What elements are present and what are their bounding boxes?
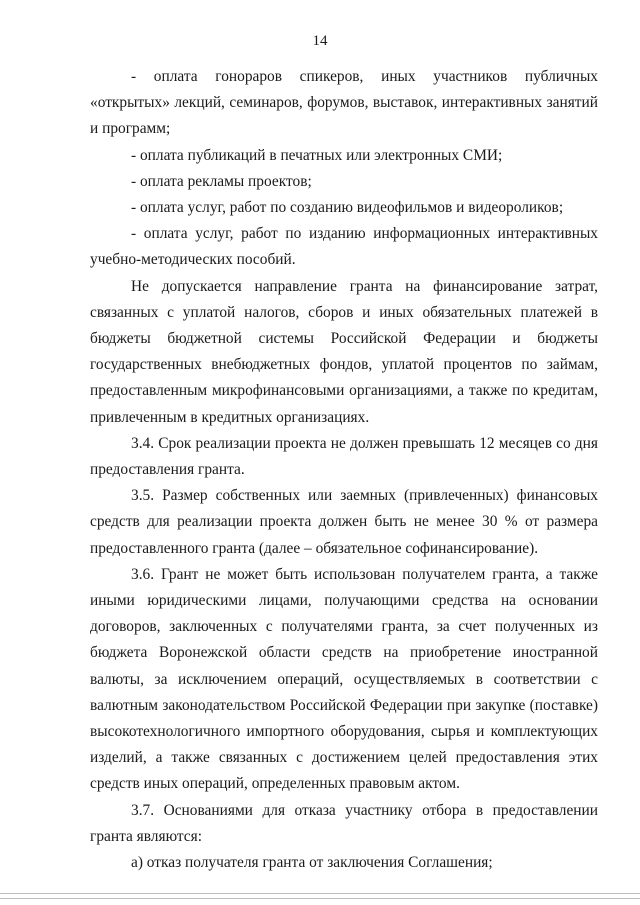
paragraph-3-5: 3.5. Размер собственных или заемных (привлеченных) финансовых средств для реализации проекта должен быть не менее 30 % от размера предоставленного гранта (далее – обязательное софинансирование). xyxy=(90,487,598,557)
paragraph-prohibited-expenses: Не допускается направление гранта на финансирование затрат, связанных с уплатой налогов, сборов и иных обязательных платежей в бюджеты бюджетной системы Российской Федерации и бюджеты государственных внебюджетных фондов, уплатой процентов по займам, предоставленным микрофинансовыми организациями, а также по кредитам, привлеченным в кредитных организациях. xyxy=(90,277,598,426)
paragraph-3-7: 3.7. Основаниями для отказа участнику отбора в предоставлении гранта являются: xyxy=(90,801,598,845)
paragraph-video-production: - оплата услуг, работ по созданию видеофильмов и видеороликов; xyxy=(131,199,564,217)
paragraph-media-publications: - оплата публикаций в печатных или электронных СМИ; xyxy=(131,146,503,164)
paragraph-methodical-manuals: - оплата услуг, работ по изданию информационных интерактивных учебно-методических пособий. xyxy=(90,225,598,269)
paragraph-3-6: 3.6. Грант не может быть использован получателем гранта, а также иными юридическими лицами, получающими средства на основании договоров, заключенных с получателями гранта, за счет полученных из бюджета Воронежской области средств на приобретение иностранной валюты, за исключением операций, осуществляемых в соответствии с валютным законодательством Российской Федерации при закупке (поставке) высокотехнологичного импортного оборудования, сырья и комплектующих изделий, а также связанных с достижением целей предоставления этих средств иных операций, определенных правовым актом. xyxy=(90,565,598,793)
document-body xyxy=(90,64,598,876)
scan-edge-line xyxy=(0,898,640,899)
page-number: 14 xyxy=(312,33,328,49)
paragraph-speaker-fees: - оплата гонораров спикеров, иных участников публичных «открытых» лекций, семинаров, форумов, выставок, интерактивных занятий и программ; xyxy=(90,68,598,138)
scan-edge-line xyxy=(0,893,640,894)
paragraph-3-4: 3.4. Срок реализации проекта не должен превышать 12 месяцев со дня предоставления гранта. xyxy=(90,434,598,479)
paragraph-refusal-a: а) отказ получателя гранта от заключения Соглашения; xyxy=(131,854,493,872)
paragraph-project-advertising: - оплата рекламы проектов; xyxy=(131,172,312,190)
